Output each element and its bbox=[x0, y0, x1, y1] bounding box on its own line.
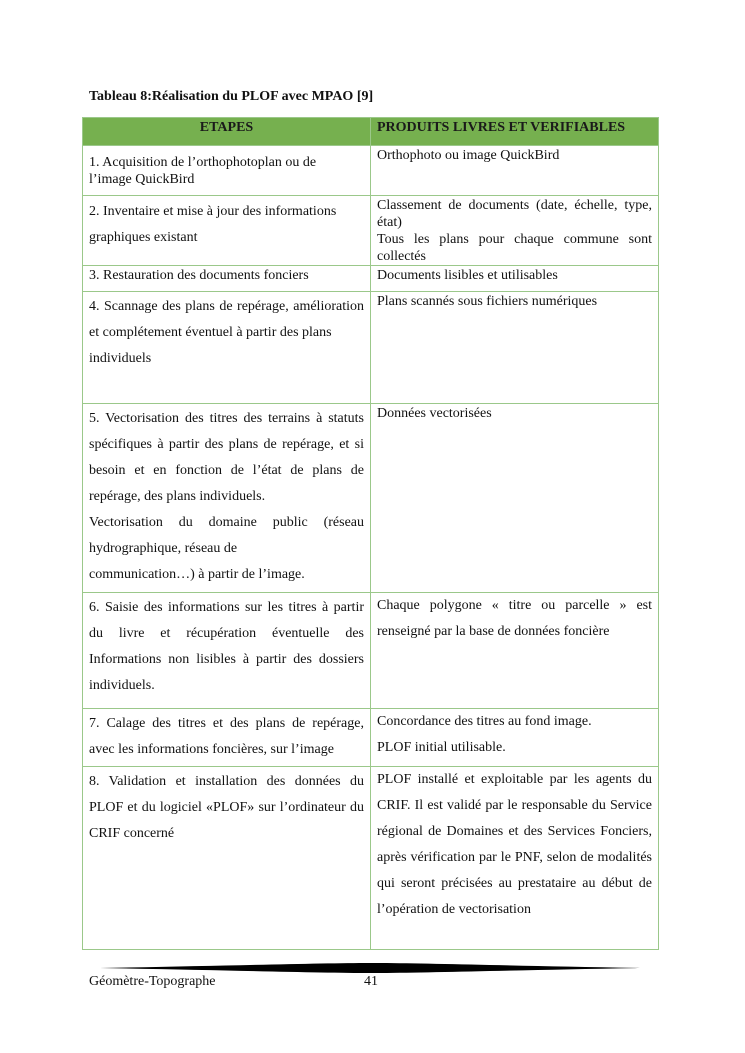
table-row bbox=[83, 709, 659, 767]
plof-table bbox=[82, 117, 659, 950]
produit-text: Données vectorisées bbox=[377, 406, 492, 421]
etape-text: l’image QuickBird bbox=[89, 172, 195, 187]
etape-text: graphiques existant bbox=[89, 230, 198, 245]
produit-cell bbox=[371, 404, 659, 593]
etape-text: 3. Restauration des documents fonciers bbox=[89, 268, 309, 283]
header-etapes: ETAPES bbox=[83, 118, 371, 146]
etape-cell bbox=[83, 146, 371, 196]
produit-text: PLOF installé et exploitable par les agents du CRIF. Il est validé par le responsable du Service régional de Domaines et des Services Fonciers, après vérification par le PNF, selon de modalités qui seront précisées au prestataire au début de l’opération de vectorisation bbox=[377, 772, 652, 917]
table-row bbox=[83, 593, 659, 709]
header-produits: PRODUITS LIVRES ET VERIFIABLES bbox=[371, 118, 659, 146]
page-number: 41 bbox=[364, 974, 378, 989]
etape-text: individuels bbox=[89, 351, 152, 366]
etape-text: Vectorisation du domaine public (réseau hydrographique, réseau de bbox=[89, 515, 364, 556]
produit-text: Chaque polygone « titre ou parcelle » est renseigné par la base de données foncière bbox=[377, 598, 652, 639]
etape-text: communication…) à partir de l’image. bbox=[89, 567, 305, 582]
produit-text: Plans scannés sous fichiers numériques bbox=[377, 294, 598, 309]
produit-text: Concordance des titres au fond image. bbox=[377, 714, 592, 729]
produit-cell bbox=[371, 767, 659, 950]
etape-cell bbox=[83, 404, 371, 593]
etape-text: 8. Validation et installation des données du PLOF et du logiciel «PLOF» sur l’ordinateur du CRIF concerné bbox=[89, 774, 364, 841]
etape-text: 5. Vectorisation des titres des terrains à statuts spécifiques à partir des plans de repérage, et si besoin et en fonction de l’état de plans de repérage, des plans individuels. bbox=[89, 411, 364, 504]
table-caption: Tableau 8:Réalisation du PLOF avec MPAO [9] bbox=[89, 89, 374, 104]
footer-title: Géomètre-Topographe bbox=[89, 974, 216, 989]
table-header-row bbox=[83, 118, 659, 146]
produit-cell bbox=[371, 196, 659, 266]
table-row bbox=[83, 404, 659, 593]
produit-text: Classement de documents (date, échelle, type, état) bbox=[377, 198, 652, 230]
etape-cell bbox=[83, 593, 371, 709]
produit-text: Documents lisibles et utilisables bbox=[377, 268, 558, 283]
table-row bbox=[83, 196, 659, 266]
footer-divider bbox=[100, 963, 640, 973]
etape-text: 6. Saisie des informations sur les titres à partir du livre et récupération éventuelle des Informations non lisibles à partir des dossiers individuels. bbox=[89, 600, 364, 693]
etape-cell bbox=[83, 266, 371, 292]
table-row bbox=[83, 266, 659, 292]
produit-cell bbox=[371, 292, 659, 404]
produit-cell bbox=[371, 709, 659, 767]
etape-cell bbox=[83, 767, 371, 950]
etape-cell bbox=[83, 292, 371, 404]
etape-text: 7. Calage des titres et des plans de repérage, avec les informations foncières, sur l’image bbox=[89, 716, 364, 757]
etape-text: 4. Scannage des plans de repérage, amélioration et complétement éventuel à partir des plans bbox=[89, 299, 364, 340]
etape-text: 1. Acquisition de l’orthophotoplan ou de bbox=[89, 155, 317, 170]
etape-cell bbox=[83, 709, 371, 767]
produit-text: Tous les plans pour chaque commune sont collectés bbox=[377, 232, 652, 264]
table-row bbox=[83, 292, 659, 404]
produit-text: Orthophoto ou image QuickBird bbox=[377, 148, 560, 163]
produit-text: PLOF initial utilisable. bbox=[377, 740, 506, 755]
produit-cell bbox=[371, 593, 659, 709]
etape-text: 2. Inventaire et mise à jour des informations bbox=[89, 204, 337, 219]
produit-cell bbox=[371, 266, 659, 292]
etape-cell bbox=[83, 196, 371, 266]
table-row bbox=[83, 767, 659, 950]
table-row bbox=[83, 146, 659, 196]
produit-cell bbox=[371, 146, 659, 196]
